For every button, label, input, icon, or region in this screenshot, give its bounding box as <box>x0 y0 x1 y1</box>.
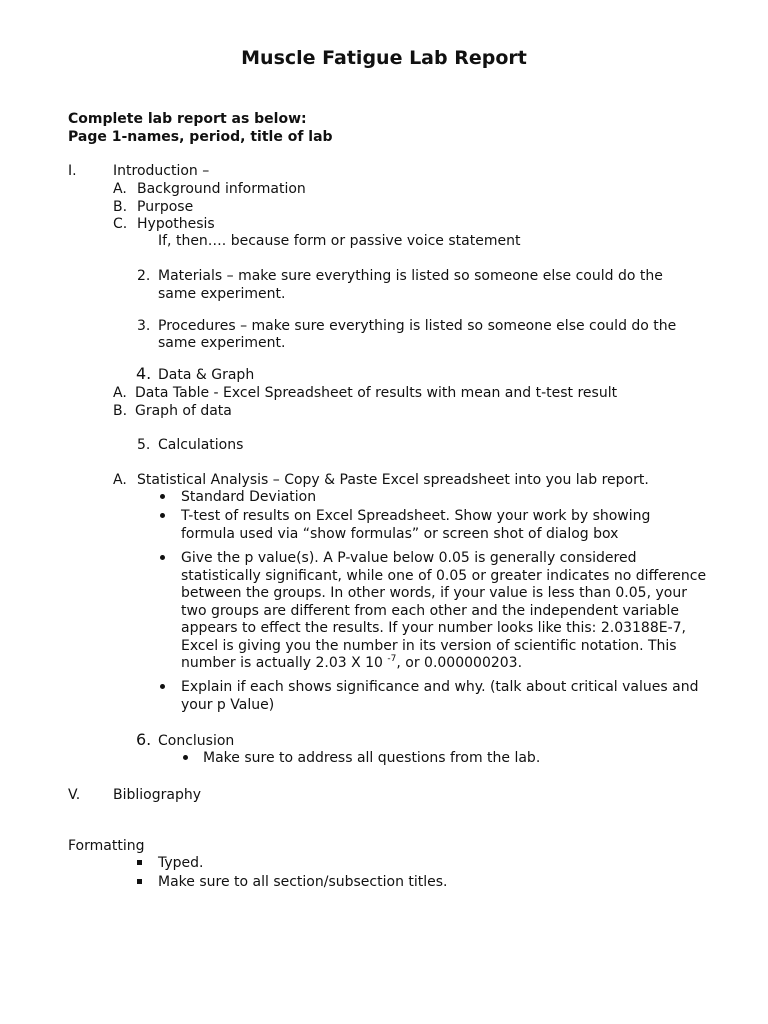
section-3-line: same experiment. <box>158 335 286 351</box>
section-1-item-marker: B. <box>113 199 128 215</box>
formatting-item: Make sure to all section/subsection titles. <box>158 874 448 890</box>
section-v-label: Bibliography <box>113 787 201 803</box>
bullet-icon <box>160 513 165 518</box>
section-2-marker: 2. <box>137 268 151 284</box>
section-1-item-text: Purpose <box>137 199 194 215</box>
bullet-text: Make sure to address all questions from the lab. <box>203 750 541 766</box>
bullet-text: Explain if each shows significance and why. (talk about critical values and <box>181 679 699 695</box>
intro-line-2: Page 1-names, period, title of lab <box>68 129 333 145</box>
section-1-item-text: Background information <box>137 181 306 197</box>
bullet-text: statistically significant, while one of 0.05 or greater indicates no difference <box>181 568 707 584</box>
section-4-item-marker: B. <box>113 403 128 419</box>
bullet-text: between the groups. In other words, if your value is less than 0.05, your <box>181 585 687 601</box>
section-5-label: Calculations <box>158 437 244 453</box>
sci-notation-post: , or 0.000000203. <box>396 655 523 671</box>
formatting-item: Typed. <box>158 855 204 871</box>
section-5-marker: 5. <box>137 437 151 453</box>
section-3-marker: 3. <box>137 318 151 334</box>
bullet-icon <box>183 755 188 760</box>
bullet-icon <box>160 684 165 689</box>
section-4-marker: 4. <box>136 364 152 383</box>
section-2-line: same experiment. <box>158 286 286 302</box>
bullet-text: formula used via “show formulas” or screen shot of dialog box <box>181 526 619 542</box>
section-4-item-text: Graph of data <box>135 403 232 419</box>
section-3-line: Procedures – make sure everything is listed so someone else could do the <box>158 318 677 334</box>
stat-analysis-marker: A. <box>113 472 127 488</box>
section-v-numeral: V. <box>68 787 81 803</box>
section-1-item-marker: A. <box>113 181 127 197</box>
bullet-text: your p Value) <box>181 697 275 713</box>
bullet-text: Standard Deviation <box>181 489 317 505</box>
section-4-label: Data & Graph <box>158 367 255 383</box>
square-bullet-icon <box>137 860 142 865</box>
bullet-text: T-test of results on Excel Spreadsheet. Show your work by showing <box>181 508 651 524</box>
bullet-icon <box>160 555 165 560</box>
square-bullet-icon <box>137 879 142 884</box>
intro-line-1: Complete lab report as below: <box>68 111 307 127</box>
section-1-numeral: I. <box>68 163 77 179</box>
section-6-label: Conclusion <box>158 733 235 749</box>
sci-notation-exponent: -7 <box>387 654 397 664</box>
page-title: Muscle Fatigue Lab Report <box>241 47 527 69</box>
section-4-item-marker: A. <box>113 385 127 401</box>
section-6-marker: 6. <box>136 730 152 749</box>
section-1-item-marker: C. <box>113 216 128 232</box>
formatting-heading: Formatting <box>68 838 145 854</box>
bullet-text: Give the p value(s). A P-value below 0.05 is generally considered <box>181 550 637 566</box>
section-1-item-text: Hypothesis <box>137 216 215 232</box>
bullet-text-sci-notation <box>181 654 522 674</box>
section-4-item-text: Data Table - Excel Spreadsheet of results with mean and t-test result <box>135 385 618 401</box>
section-2-line: Materials – make sure everything is listed so someone else could do the <box>158 268 663 284</box>
bullet-text: two groups are different from each other and the independent variable <box>181 603 679 619</box>
sci-notation-pre: number is actually 2.03 X 10 <box>181 655 388 671</box>
bullet-text: appears to effect the results. If your number looks like this: 2.03188E-7, <box>181 620 686 636</box>
bullet-text: Excel is giving you the number in its version of scientific notation. This <box>181 638 677 654</box>
hypothesis-note: If, then…. because form or passive voice statement <box>158 233 521 249</box>
section-1-label: Introduction – <box>113 163 210 179</box>
stat-analysis-label: Statistical Analysis – Copy & Paste Excel spreadsheet into you lab report. <box>137 472 649 488</box>
bullet-icon <box>160 494 165 499</box>
